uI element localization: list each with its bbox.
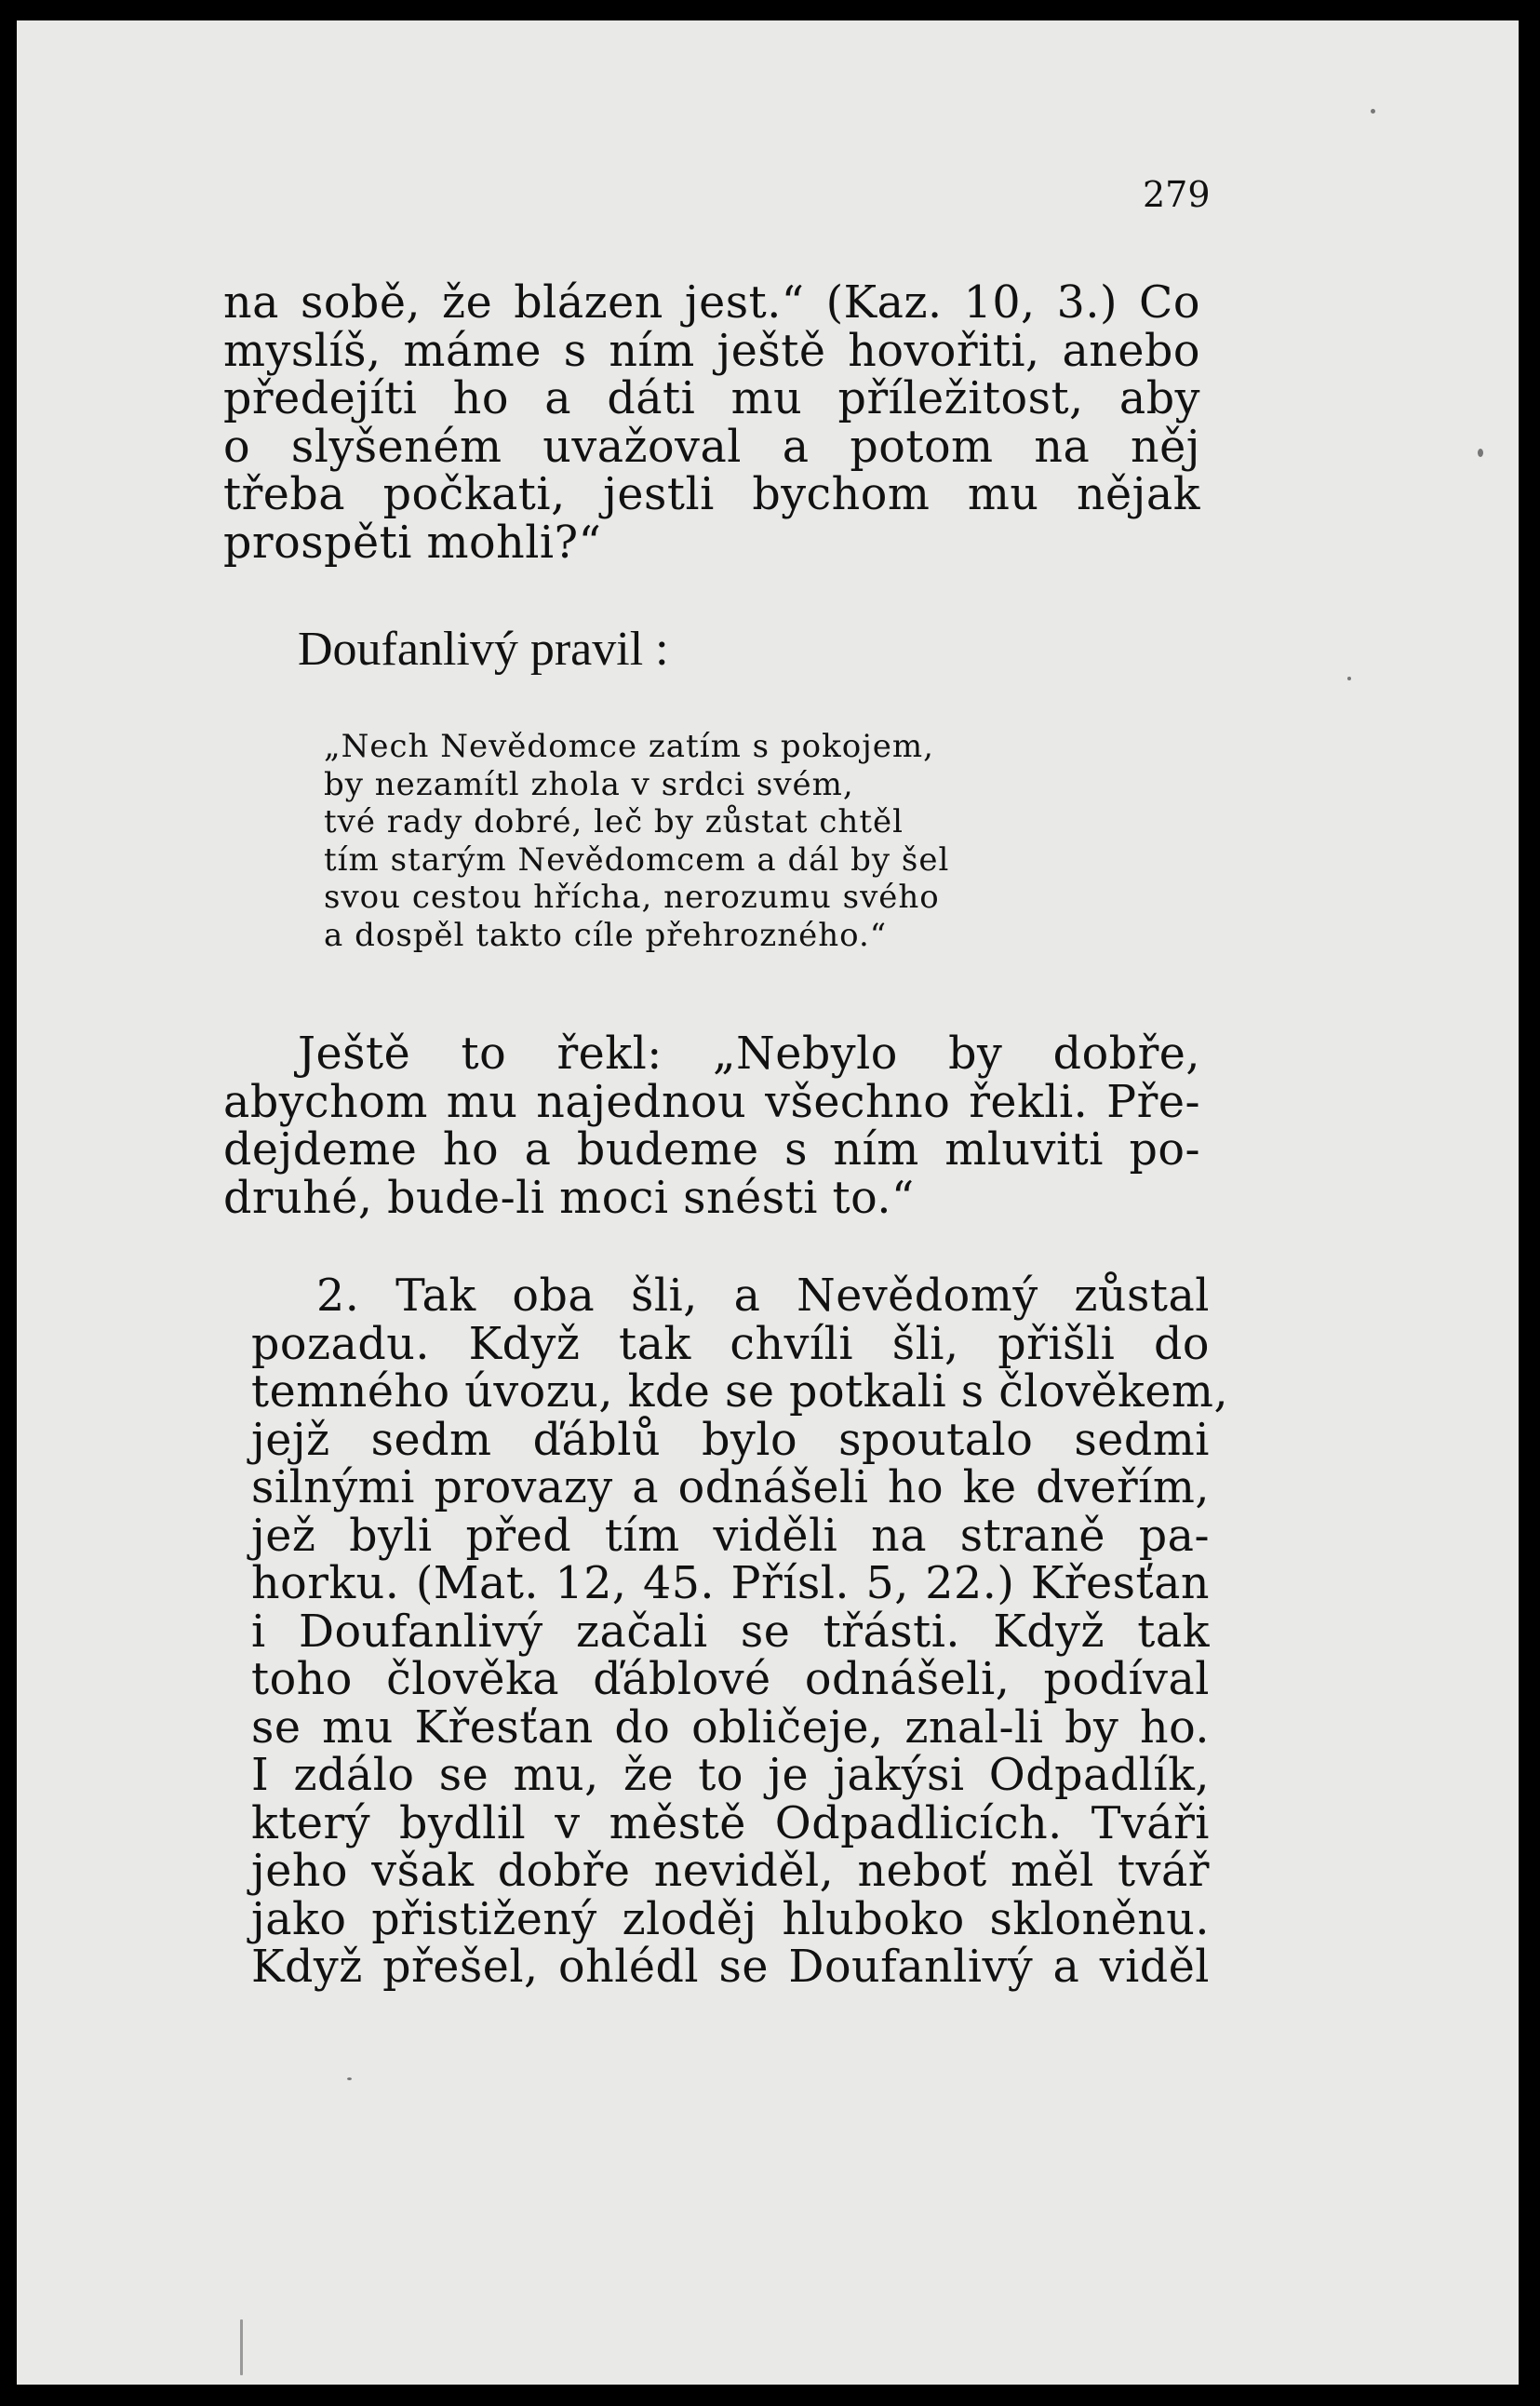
paragraph-1 xyxy=(223,279,1200,567)
poem-line: „Nech Nevědomce zatím s pokojem, xyxy=(324,728,934,765)
text-line: horku. (Mat. 12, 45. Přísl. 5, 22.) Křesťan xyxy=(251,1558,1210,1609)
poem-line: tvé rady dobré, leč by zůstat chtěl xyxy=(324,803,904,840)
text-line: abychom mu najednou všechno řekli. Pře- xyxy=(223,1076,1200,1128)
text-line: i Doufanlivý začali se třásti. Když tak xyxy=(251,1606,1210,1658)
text-line: Doufanlivý pravil : xyxy=(298,623,669,676)
poem-stanza xyxy=(324,728,1133,954)
text-line: na sobě, že blázen jest.“ (Kaz. 10, 3.) Co xyxy=(223,277,1200,329)
text-line: Když přešel, ohlédl se Doufanlivý a viděl xyxy=(251,1942,1210,1993)
paper-speck xyxy=(1478,449,1483,457)
poem-line: tím starým Nevědomcem a dál by šel xyxy=(324,840,950,879)
page-number: 279 xyxy=(1143,174,1211,215)
text-line: pozadu. Když tak chvíli šli, přišli do xyxy=(251,1318,1210,1370)
text-line: toho člověka ďáblové odnášeli, podíval xyxy=(251,1654,1210,1705)
book-page xyxy=(17,20,1519,2385)
text-line: jež byli před tím viděli na straně pa- xyxy=(251,1510,1210,1562)
text-line: silnými provazy a odnášeli ho ke dveřím, xyxy=(251,1462,1210,1513)
paper-speck xyxy=(1347,677,1351,680)
text-line: druhé, bude-li moci snésti to.“ xyxy=(223,1172,915,1224)
paper-speck xyxy=(1371,109,1375,114)
text-line: jejž sedm ďáblů bylo spoutalo sedmi xyxy=(251,1414,1210,1466)
text-line: předejíti ho a dáti mu příležitost, aby xyxy=(223,373,1200,424)
paper-speck xyxy=(347,2077,352,2080)
text-line: prospěti mohli?“ xyxy=(223,517,602,569)
paragraph-4 xyxy=(251,1270,1229,1993)
poem-line: by nezamítl zhola v srdci svém, xyxy=(324,765,854,803)
poem-line: svou cestou hřícha, nerozumu svého xyxy=(324,879,940,916)
paragraph-3 xyxy=(223,1028,1200,1224)
text-line: třeba počkati, jestli bychom mu nějak xyxy=(223,469,1200,520)
text-line: který bydlil v městě Odpadlicích. Tváři xyxy=(251,1797,1210,1849)
text-line: Ještě to řekl: „Nebylo by dobře, xyxy=(298,1028,1200,1080)
text-line: jako přistižený zloděj hluboko skloněnu. xyxy=(251,1893,1210,1945)
paragraph-2 xyxy=(298,624,1200,676)
text-line: 2. Tak oba šli, a Nevědomý zůstal xyxy=(316,1270,1210,1322)
poem-line: a dospěl takto cíle přehrozného.“ xyxy=(324,916,888,954)
text-line: dejdeme ho a budeme s ním mluviti po- xyxy=(223,1124,1200,1176)
paper-speck xyxy=(240,2319,243,2375)
text-line: jeho však dobře neviděl, neboť měl tvář xyxy=(251,1846,1210,1897)
text-line: o slyšeném uvažoval a potom na něj xyxy=(223,421,1200,473)
text-line: se mu Křesťan do obličeje, znal-li by ho. xyxy=(251,1701,1210,1754)
text-line: temného úvozu, kde se potkali s člověkem, xyxy=(251,1366,1229,1418)
text-line: I zdálo se mu, že to je jakýsi Odpadlík, xyxy=(251,1750,1210,1801)
text-line: myslíš, máme s ním ještě hovořiti, anebo xyxy=(223,325,1200,377)
